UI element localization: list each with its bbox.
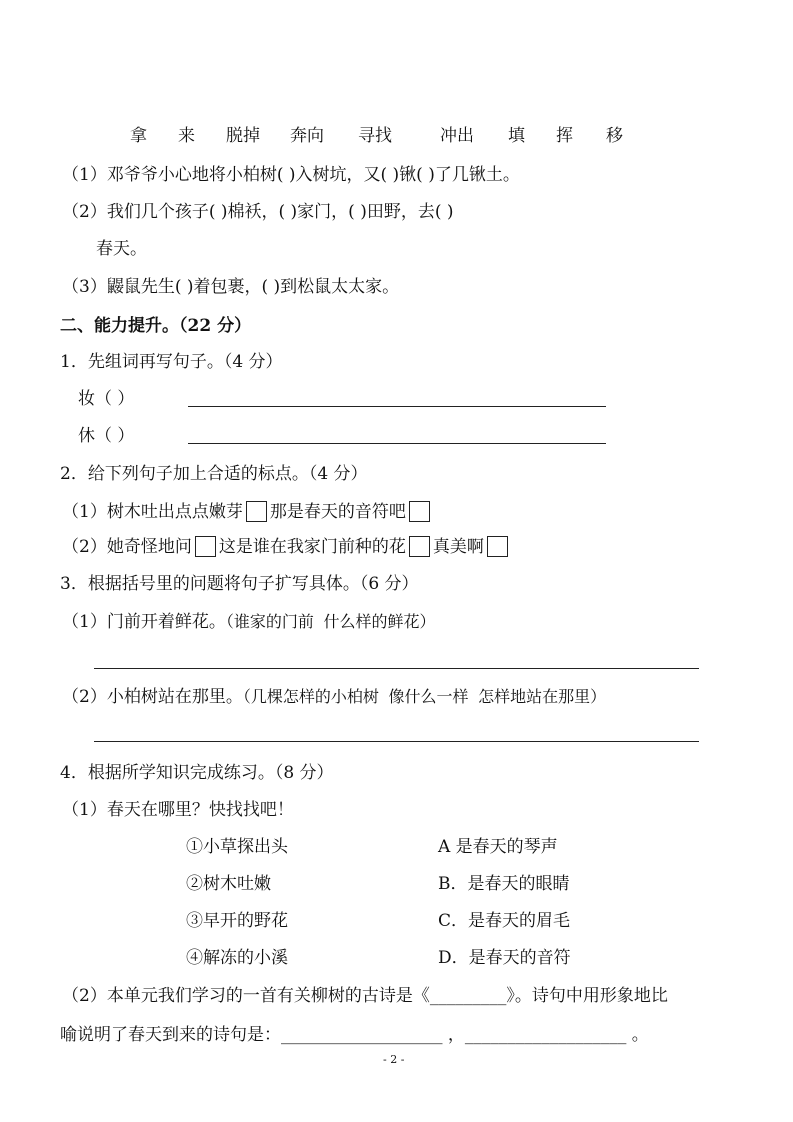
word-bank-item: 挥	[556, 126, 573, 146]
word-bank-item: 来	[178, 126, 195, 146]
word-bank-item: 寻找	[358, 126, 392, 146]
word-bank-item: 填	[508, 126, 525, 146]
sub-question-2-cont: 喻说明了春天到来的诗句是：___________________ ，___________________ 。	[60, 1025, 649, 1045]
word-bank-item: 移	[606, 126, 623, 146]
question-4-title: 4．根据所学知识完成练习。（8 分）	[60, 763, 334, 783]
fill-sentence-2: （2）我们几个孩子( )棉袄，( )家门，( )田野，去( )	[62, 202, 454, 222]
answer-line	[94, 668, 699, 669]
word-bank-item: 冲出	[440, 126, 474, 146]
sentence-part: （2）她奇怪地问	[62, 537, 192, 557]
fill-sentence-3: （3）鼹鼠先生( )着包裹，( )到松鼠太太家。	[62, 277, 400, 297]
punctuation-box[interactable]	[487, 536, 508, 557]
section-heading: 二、能力提升。（22 分）	[60, 316, 252, 336]
punctuation-box[interactable]	[195, 536, 216, 557]
question-3-title: 3．根据括号里的问题将句子扩写具体。（6 分）	[60, 574, 419, 594]
match-right-item: B．是春天的眼睛	[438, 874, 570, 894]
word-bank-item: 拿	[130, 126, 147, 146]
page-number: - 2 -	[383, 1053, 405, 1066]
sentence-part: 真美啊	[432, 537, 484, 557]
answer-line	[94, 741, 699, 742]
punctuation-box[interactable]	[246, 501, 267, 522]
answer-line	[188, 443, 606, 444]
question-2-title: 2．给下列句子加上合适的标点。（4 分）	[60, 464, 368, 484]
match-right-item: A 是春天的琴声	[438, 837, 558, 857]
fill-sentence-1: （1）邓爷爷小心地将小柏树( )入树坑，又( )锹( )了几锹土。	[62, 165, 520, 185]
word-bank-item: 脱掉	[226, 126, 260, 146]
sub-question-2: （2）本单元我们学习的一首有关柳树的古诗是《_________》。诗句中用形象地比	[62, 986, 668, 1006]
question-1-title: 1．先组词再写句子。（4 分）	[60, 352, 283, 372]
fill-sentence-2-cont: 春天。	[96, 239, 147, 259]
sentence-text: （2）小柏树站在那里。	[62, 687, 243, 707]
match-left-item: ①小草探出头	[186, 837, 288, 857]
punctuation-sentence-1	[62, 501, 433, 522]
word-bank-item: 奔向	[290, 126, 324, 146]
sentence-part: 这是谁在我家门前种的花	[218, 537, 406, 557]
word-row-2: 休（ ）	[78, 426, 135, 446]
sentence-part: 那是春天的音符吧	[269, 502, 406, 522]
match-left-item: ④解冻的小溪	[186, 948, 288, 968]
expand-sentence-2	[62, 689, 606, 706]
punctuation-sentence-2	[62, 536, 511, 557]
match-right-item: D．是春天的音符	[438, 948, 571, 968]
expand-sentence-1	[62, 614, 435, 631]
match-left-item: ②树木吐嫩	[186, 874, 271, 894]
sentence-text: （1）门前开着鲜花。	[62, 612, 226, 632]
punctuation-box[interactable]	[409, 536, 430, 557]
hint-text: （几棵怎样的小柏树 像什么一样 怎样地站在那里）	[242, 687, 607, 706]
hint-text: （谁家的门前 什么样的鲜花）	[225, 612, 436, 631]
match-left-item: ③早开的野花	[186, 911, 288, 931]
sub-question-1: （1）春天在哪里？快找找吧！	[62, 800, 294, 820]
word-row-1: 妆（ ）	[78, 389, 135, 409]
match-right-item: C．是春天的眉毛	[438, 911, 571, 931]
answer-line	[188, 406, 606, 407]
sentence-part: （1）树木吐出点点嫩芽	[62, 502, 243, 522]
punctuation-box[interactable]	[409, 501, 430, 522]
